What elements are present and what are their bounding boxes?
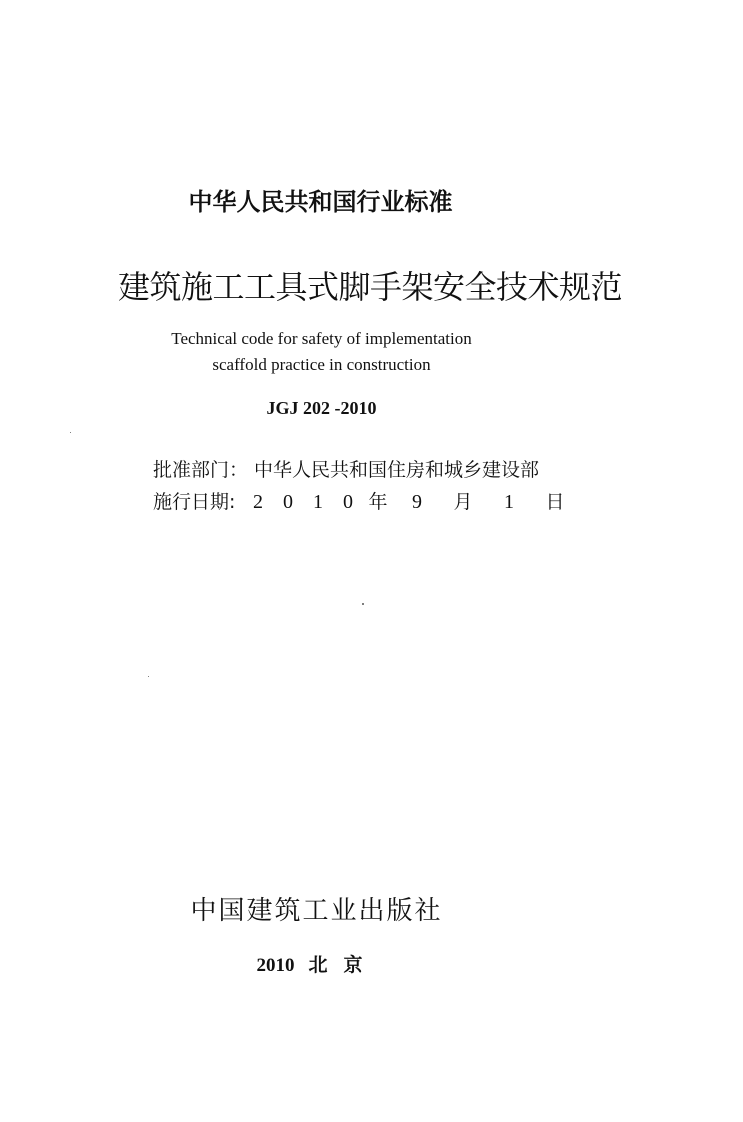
print-speck	[70, 432, 71, 433]
publisher-name: 中国建筑工业出版社	[190, 896, 443, 926]
year-unit: 年	[368, 491, 388, 513]
effective-label: 施行日期	[153, 491, 230, 513]
approval-label: 批准部门	[153, 459, 230, 481]
year-digit: 1	[313, 491, 324, 513]
print-speck	[148, 676, 149, 677]
approval-separator: ：	[229, 459, 249, 481]
english-title-line-1: Technical code for safety of implementation	[171, 329, 472, 348]
month-value: 9	[412, 491, 423, 513]
chinese-title: 建筑施工工具式脚手架安全技术规范	[118, 268, 623, 306]
day-unit: 日	[545, 491, 565, 513]
effective-date-row	[153, 487, 577, 514]
year-digit: 2	[253, 491, 264, 513]
print-speck	[362, 603, 364, 605]
english-title-line-2: scaffold practice in construction	[212, 355, 431, 374]
approval-row	[153, 455, 539, 482]
standard-code: JGJ 202 -2010	[266, 398, 377, 418]
month-unit: 月	[453, 491, 473, 513]
day-value: 1	[504, 491, 515, 513]
year-digit: 0	[283, 491, 294, 513]
approval-authority: 中华人民共和国住房和城乡建设部	[254, 459, 540, 481]
effective-separator: :	[229, 491, 236, 513]
standard-type-heading: 中华人民共和国行业标准	[188, 188, 453, 216]
publication-city: 北京	[308, 954, 379, 976]
publication-year: 2010	[256, 955, 295, 976]
publication-line	[0, 950, 743, 977]
year-digit: 0	[343, 491, 354, 513]
